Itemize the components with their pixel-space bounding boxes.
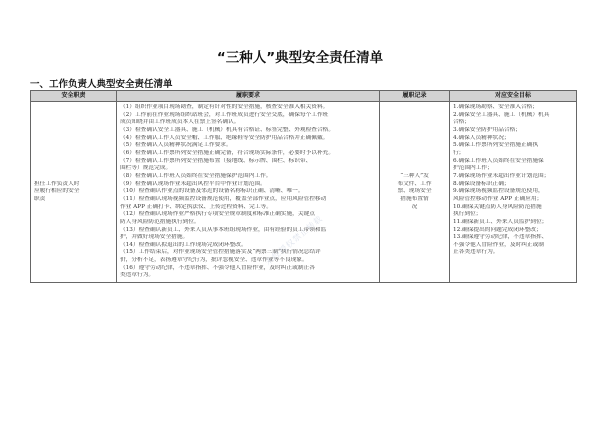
- requirement-line: （12）检查确认现场作业严格执行专项安全规章制度和标准正确实施，关键点: [120, 211, 315, 218]
- goal-line: 13.确保遵守劳动纪律，不违章指挥、: [453, 234, 548, 241]
- goal-line: 2.确保安全工器具、施工（机械）机具: [453, 111, 550, 118]
- requirement-line: （8）检查确认工作班人员始终在安全措施保护范围内工作。: [120, 172, 272, 179]
- duty-cell: [31, 102, 117, 283]
- requirement-line: （4）检查确认工作人员安全帽、工作服、绝缘鞋等安全防护用品合格并正确佩戴。: [120, 134, 329, 141]
- goal-line: 不强令他人冒险作业，及时纠正或制: [453, 241, 544, 248]
- requirement-line: （5）检查确认人员精神状况满足工作要求。: [120, 142, 232, 149]
- goal-line: 护范围内工作；: [453, 165, 493, 172]
- requirement-line: 护，并做好现场安全措施。: [120, 234, 189, 241]
- duty-line: 担任工作负责人时: [34, 180, 80, 187]
- goal-line: 6.确保工作班人员始终在安全措施保: [453, 157, 544, 164]
- record-cell: [380, 102, 450, 283]
- duty-line: 职责: [34, 195, 46, 202]
- goal-cell: [450, 102, 577, 283]
- requirement-line: 成员知晓并由工作班成员本人在票上签名确认。: [120, 119, 240, 126]
- requirement-line: 防人身风险防范措施执行到位。: [120, 218, 200, 225]
- watermark-text: 未经授权禁止转载: [263, 213, 325, 268]
- table-header-row: [31, 91, 577, 102]
- header-goal: 对应安全目标: [450, 91, 577, 102]
- goal-line: 3.确保安全防护用品合格；: [453, 126, 521, 133]
- goal-line: 9.确保现场视频监控设备规范使用，: [453, 188, 544, 195]
- document-title: “三种人”典型安全责任清单: [216, 50, 384, 66]
- requirement-line: （1）组织作业项目现场勘查，制定有针对性的安全措施，核查安全准入相关资料。: [120, 104, 329, 110]
- duty-line: 应履行相应的安全: [34, 188, 80, 195]
- requirement-line: 作业 APP 正确打卡、绑定执法仪、上传过程资料、完工等。: [120, 203, 272, 210]
- goal-line: 4.确保人员精神状况；: [453, 134, 510, 141]
- goal-line: 合格；: [453, 119, 471, 126]
- section-heading: 一、工作负责人典型安全责任清单: [30, 79, 173, 90]
- header-duty: 安全职责: [31, 91, 117, 102]
- requirement-line: （6）检查确认工作票所列安全措施正确完备，符合现场实际条件，必要时予以补充。: [120, 149, 335, 156]
- record-line: 况: [411, 203, 418, 210]
- goal-line: 5.确保工作票所列安全措施正确执: [453, 142, 539, 149]
- requirement-line: 类违章行为。: [120, 272, 155, 279]
- goal-line: 8.确保设备标识正确；: [453, 180, 510, 187]
- goal-line: 风险管控移动作业 APP 正确应用；: [453, 195, 543, 202]
- header-requirement: 履职要求: [117, 91, 380, 102]
- requirement-line: （16）遵守劳动纪律，不违章指挥、不强令他人冒险作业，及时纠正或制止各: [120, 264, 315, 271]
- goal-line: 11.确保新员工、外来人员监护到位；: [453, 218, 548, 225]
- requirement-line: （9）检查确认现场作业未超出风控平台中作业计划范围。: [120, 180, 266, 187]
- requirement-line: （10）检查确认作业点的设备及邻近的设备名称标识正确、清晰、唯一。: [120, 188, 304, 195]
- goal-line: 止各类违章行为。: [453, 249, 499, 256]
- requirement-line: （3）检查确认安全工器具、施工（机械）机具有合格证、标签完整、外观检查合格。: [120, 126, 335, 133]
- table-row: [31, 102, 577, 283]
- requirement-line: （2）工作前在作业现场组织站班会，对工作班成员进行安全交底，确保每个工作班: [120, 111, 329, 118]
- goal-line: 10.确保关键点防人身风险防范措施: [453, 203, 542, 210]
- requirement-line: 价，分析不足，表扬遵章守纪行为，批评忽视安全、违章作业等不良现象。: [120, 257, 308, 264]
- record-line: 措施布置情: [400, 195, 429, 202]
- goal-line: 行；: [453, 149, 465, 156]
- responsibility-table: [30, 90, 577, 283]
- requirement-line: （7）检查确认工作票所列安全措施布置（接地线、标示牌、围栏、标识带、: [120, 157, 312, 164]
- requirement-cell: [117, 102, 380, 283]
- requirement-line: （15）工作结束后，对作业现场安全管控措施落实及“两票三制”执行情况总结评: [120, 249, 321, 256]
- header-record: 履职记录: [380, 91, 450, 102]
- record-line: 票、现场安全: [397, 188, 432, 195]
- requirement-line: （14）检查确认拟退出的工作现场完成闭环整改。: [120, 241, 247, 248]
- goal-line: 执行到位；: [453, 211, 482, 218]
- goal-line: 1.确保现场勘察、安全准入合格；: [453, 104, 539, 110]
- requirement-line: （13）检查确认新员工、外来人员从事本班组现场作业，由有经验的员工带领和监: [120, 226, 327, 233]
- requirement-line: （11）检查确认现场视频监控设备规范使用，覆盖全部作业点，应用风险管控移动: [120, 195, 327, 202]
- goal-line: 12.确保提出的问题完成闭环整改；: [453, 226, 542, 233]
- record-line: 布文件、工作: [397, 180, 432, 187]
- goal-line: 7.确保现场作业未超出作业计划范围；: [453, 172, 550, 179]
- requirement-line: 围栏等）规范完成。: [120, 165, 172, 172]
- record-line: “三种人”发: [400, 172, 429, 179]
